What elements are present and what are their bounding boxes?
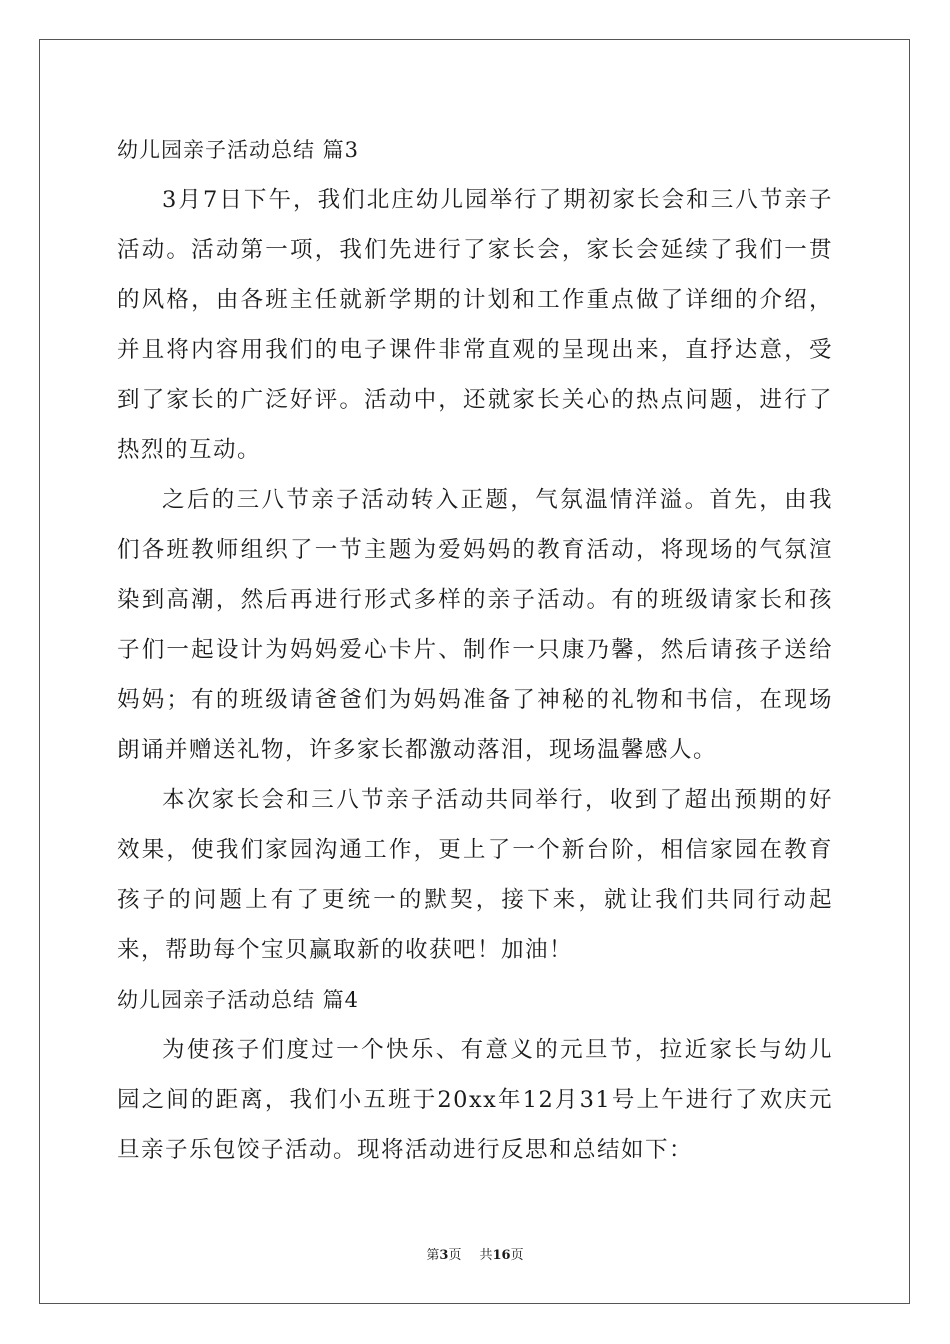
section-title: 幼儿园亲子活动总结 篇3 [117,138,360,162]
page-prefix: 第 [426,1248,440,1263]
section-title: 幼儿园亲子活动总结 篇4 [117,988,360,1012]
page-number-label [426,1248,461,1263]
document-body [117,125,833,1175]
total-pages-number: 16 [492,1248,511,1263]
paragraph: 3月7日下午，我们北庄幼儿园举行了期初家长会和三八节亲子活动。活动第一项，我们先进行了家长会，家长会延续了我们一贯的风格，由各班主任就新学期的计划和工作重点做了详细的介绍，并且将内容用我们的电子课件非常直观的呈现出来，直抒达意，受到了家长的广泛好评。活动中，还就家长关心的热点问题，进行了热烈的互动。 [117,187,833,463]
page-suffix: 页 [448,1248,462,1263]
current-page-number: 3 [439,1248,449,1263]
paragraph: 为使孩子们度过一个快乐、有意义的元旦节，拉近家长与幼儿园之间的距离，我们小五班于20xx年12月31号上午进行了欢庆元旦亲子乐包饺子活动。现将活动进行反思和总结如下： [117,1037,833,1163]
page-footer [0,1246,950,1266]
total-suffix: 页 [510,1248,524,1263]
page-total-label [479,1248,523,1263]
total-prefix: 共 [479,1248,493,1263]
paragraph: 之后的三八节亲子活动转入正题，气氛温情洋溢。首先，由我们各班教师组织了一节主题为爱妈妈的教育活动，将现场的气氛渲染到高潮，然后再进行形式多样的亲子活动。有的班级请家长和孩子们一起设计为妈妈爱心卡片、制作一只康乃馨，然后请孩子送给妈妈；有的班级请爸爸们为妈妈准备了神秘的礼物和书信，在现场朗诵并赠送礼物，许多家长都激动落泪，现场温馨感人。 [117,487,833,763]
paragraph: 本次家长会和三八节亲子活动共同举行，收到了超出预期的好效果，使我们家园沟通工作，更上了一个新台阶，相信家园在教育孩子的问题上有了更统一的默契，接下来，就让我们共同行动起来，帮助每个宝贝赢取新的收获吧！加油！ [117,787,833,963]
